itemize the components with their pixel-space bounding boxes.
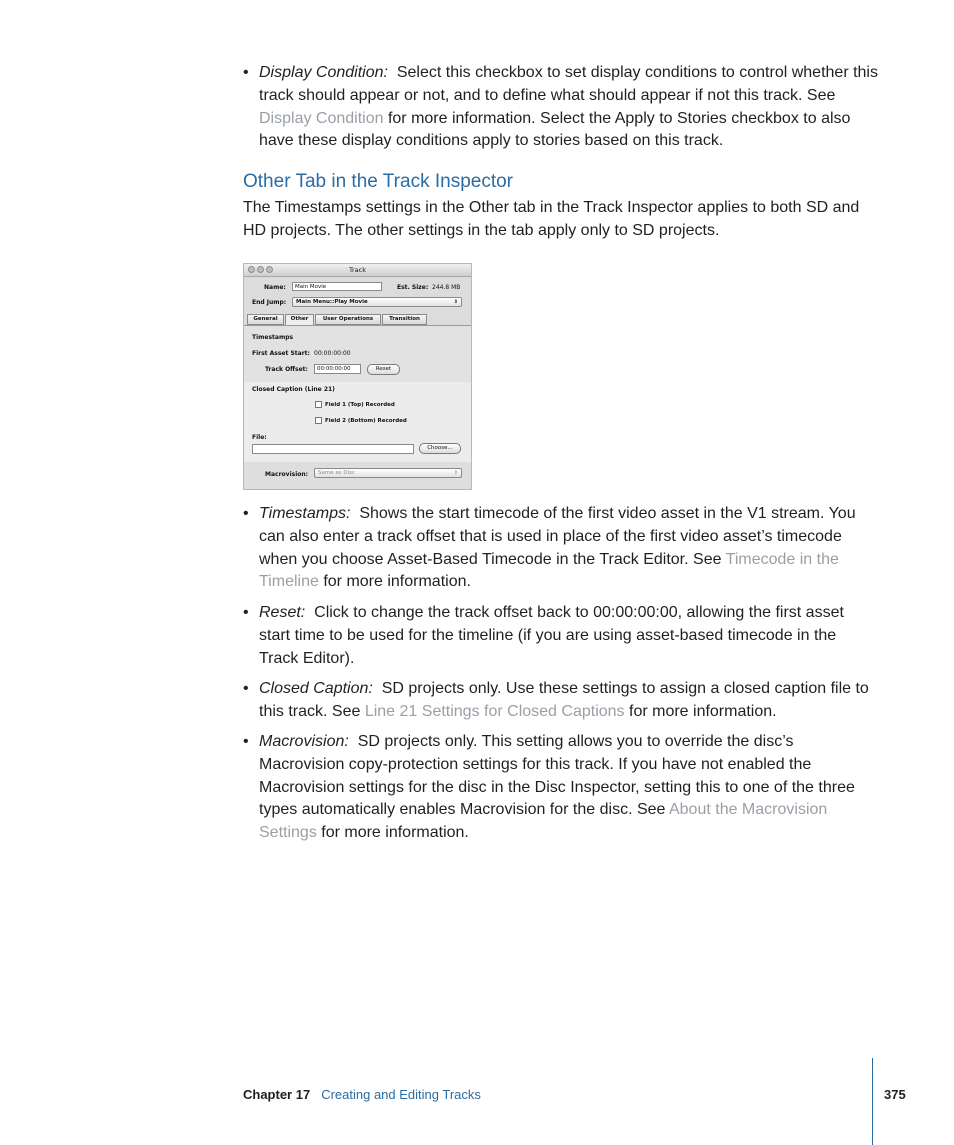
macrovision-section <box>244 462 471 490</box>
bullet-text-after: for more information. <box>316 824 469 842</box>
bullet-term: Display Condition: <box>259 64 388 81</box>
intro-paragraph: The Timestamps settings in the Other tab in the Track Inspector applies to both SD and HD projects. The other settings in the tab apply only to SD projects. <box>243 199 860 239</box>
bullet-closed-caption <box>243 678 879 724</box>
bullet-macrovision <box>243 731 879 845</box>
bullet-text: SD projects only. Use these settings to assign a closed caption file to this track. See <box>259 680 869 720</box>
field1-label: Field 1 (Top) Recorded <box>325 402 395 408</box>
link-macrovision-settings[interactable]: About the Macrovision Settings <box>259 801 828 842</box>
chapter-number: Chapter 17 <box>243 1087 311 1102</box>
track-inspector-screenshot <box>243 263 472 490</box>
bullet-text: Select this checkbox to set display conditions to control whether this track should appear or not, and to define what should appear if not this track. See <box>259 64 878 104</box>
macrovision-value: Same as Disc <box>318 470 355 476</box>
first-asset-start-label: First Asset Start: <box>252 350 310 357</box>
link-display-condition[interactable]: Display Condition <box>259 109 384 127</box>
popup-arrows-icon: ⇕ <box>453 299 458 305</box>
bullet-dot: • <box>243 680 249 697</box>
field2-label: Field 2 (Bottom) Recorded <box>325 418 407 424</box>
field1-checkbox[interactable] <box>315 401 322 408</box>
chapter-title-link[interactable]: Creating and Editing Tracks <box>321 1087 481 1102</box>
field2-checkbox[interactable] <box>315 417 322 424</box>
timestamps-heading: Timestamps <box>252 334 294 341</box>
section-heading: Other Tab in the Track Inspector <box>243 171 514 192</box>
footer-chapter <box>243 1087 481 1102</box>
other-tab-panel <box>244 325 471 490</box>
end-jump-value: Main Menu::Play Movie <box>296 299 368 305</box>
macrovision-popup[interactable] <box>314 468 462 478</box>
track-offset-label: Track Offset: <box>265 366 308 373</box>
link-line21-settings[interactable]: Line 21 Settings for Closed Captions <box>364 702 625 720</box>
bullet-display-condition <box>243 62 879 153</box>
bullet-text-after: for more information. <box>318 573 471 591</box>
bullet-text-after: for more information. Select the Apply to Stories checkbox to also have these display conditions apply to stories based on this track. <box>259 109 851 150</box>
bullet-dot: • <box>243 64 249 81</box>
reset-button[interactable]: Reset <box>367 364 400 375</box>
track-offset-field[interactable]: 00:00:00:00 <box>314 364 361 374</box>
bullet-term: Closed Caption: <box>259 680 373 697</box>
window-titlebar <box>244 264 471 277</box>
choose-button[interactable]: Choose... <box>419 443 461 454</box>
bullet-term: Timestamps: <box>259 505 351 522</box>
tab-user-operations[interactable]: User Operations <box>315 314 381 325</box>
bullet-text: Click to change the track offset back to 00:00:00:00, allowing the first asset start time to be used for the timeline (if you are using asset-based timecode in the Track Editor). <box>259 604 844 667</box>
bullet-timestamps <box>243 503 879 594</box>
bullet-term: Reset: <box>259 604 306 621</box>
file-label: File: <box>252 434 267 441</box>
end-jump-popup[interactable] <box>292 297 462 307</box>
bullet-dot: • <box>243 733 249 750</box>
end-jump-label: End Jump: <box>252 299 287 306</box>
bullet-text: SD projects only. This setting allows you to override the disc’s Macrovision copy-protection settings for this track. If you have not enabled the Macrovision settings for the disc in the Disc Inspector, setting this to one of the three types automatically enables Macrovision for the disc. See <box>259 733 855 819</box>
file-path-field[interactable] <box>252 444 414 454</box>
name-label: Name: <box>264 284 286 291</box>
est-size-value: 244.8 MB <box>432 284 461 291</box>
first-asset-start-value: 00:00:00:00 <box>314 350 351 357</box>
tab-other[interactable]: Other <box>285 314 314 325</box>
timestamps-section <box>244 326 471 382</box>
closed-caption-heading: Closed Caption (Line 21) <box>252 386 335 393</box>
tab-general[interactable]: General <box>247 314 284 325</box>
popup-arrows-icon: ⇕ <box>453 470 458 476</box>
link-timecode-in-timeline[interactable]: Timecode in the Timeline <box>259 550 839 591</box>
name-field[interactable]: Main Movie <box>292 282 382 291</box>
bullet-dot: • <box>243 604 249 621</box>
bullet-dot: • <box>243 505 249 522</box>
bullet-text: Shows the start timecode of the first video asset in the V1 stream. You can also enter a track offset that is used in place of the first video asset’s timecode when you choose Asset-Based Timecode in the Track Editor. See <box>259 505 856 568</box>
window-title: Track <box>348 266 366 274</box>
bullet-reset <box>243 602 879 670</box>
closed-caption-section <box>244 382 471 462</box>
est-size-label: Est. Size: <box>397 284 429 291</box>
macrovision-label: Macrovision: <box>265 471 309 478</box>
footer-divider <box>872 1058 873 1145</box>
page-number: 375 <box>884 1087 906 1102</box>
tab-transition[interactable]: Transition <box>382 314 427 325</box>
bullet-term: Macrovision: <box>259 733 349 750</box>
bullet-text-after: for more information. <box>624 702 777 720</box>
